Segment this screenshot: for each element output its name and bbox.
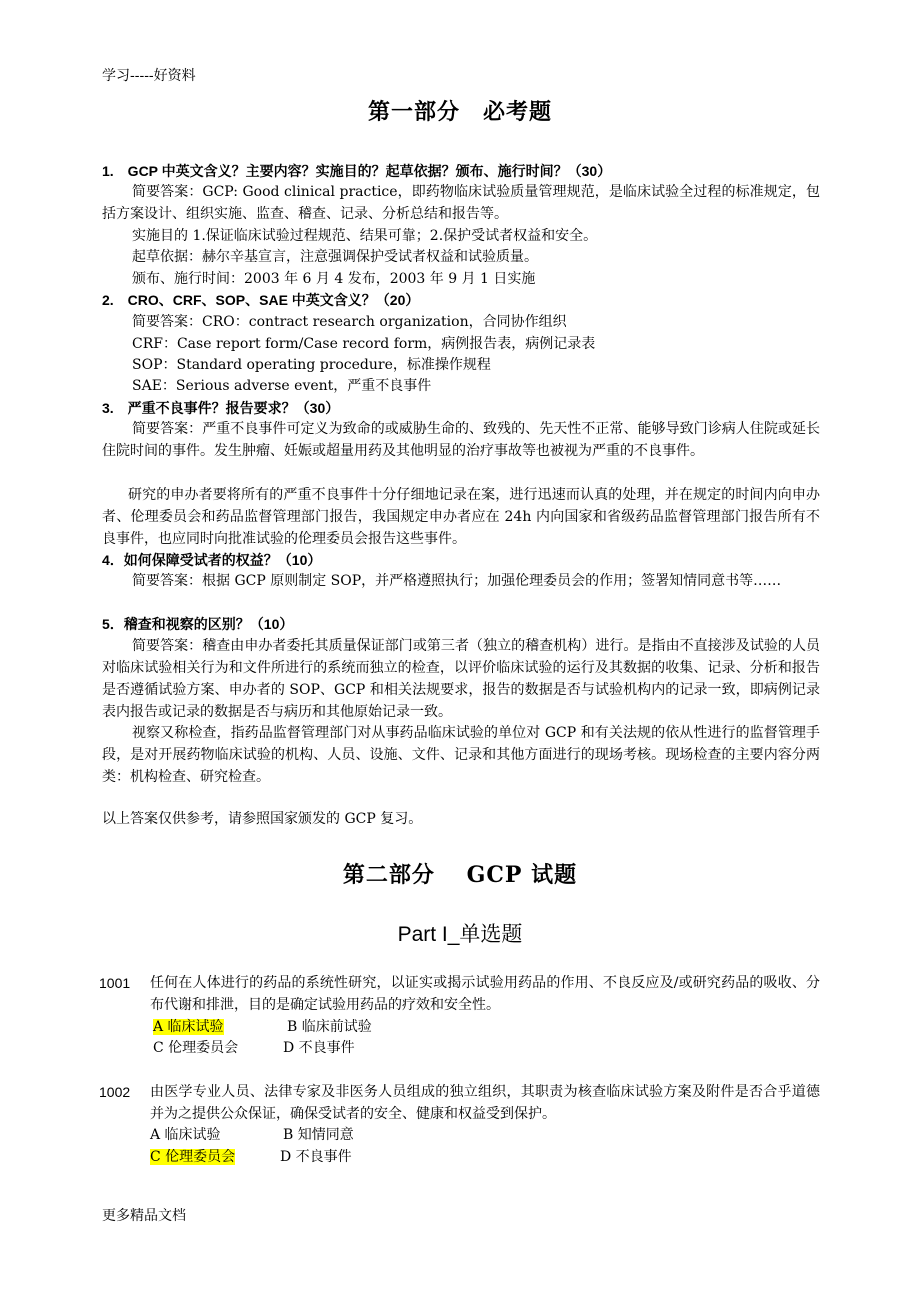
question-1-title: 1. GCP 中英文含义？主要内容？实施目的？起草依据？颁布、施行时间？（30） <box>102 163 612 179</box>
answer-note: 以上答案仅供参考，请参照国家颁发的 GCP 复习。 <box>102 811 423 827</box>
question-3-answer: 简要答案：严重不良事件可定义为致命的或威胁生命的、致残的、先天性不正常、能够导致门诊病人住院或延长住院时间的事件。发生肿瘤、妊娠或超量用药及其他明显的治疗事故等也被视为严重的不良事件。 <box>102 421 820 459</box>
question-number: 1002 <box>99 1084 131 1100</box>
question-2-sop: SOP：Standard operating procedure，标准操作规程 <box>132 357 491 373</box>
option-d: D 不良事件 <box>283 1040 355 1056</box>
page-header: 学习-----好资料 <box>102 68 196 84</box>
part1-title: 第一部分 必考题 <box>367 99 552 125</box>
part2-subtitle: Part I_单选题 <box>397 923 523 946</box>
question-4-title: 4．如何保障受试者的权益？（10） <box>102 552 322 568</box>
question-5-title: 5．稽查和视察的区别？（10） <box>102 616 294 632</box>
option-a <box>153 1016 224 1038</box>
part2-title: 第二部分 GCP 试题 <box>342 862 578 888</box>
question-3-report: 研究的申办者要将所有的严重不良事件十分仔细地记录在案，进行迅速而认真的处理，并在规定的时间内向申办者、伦理委员会和药品监督管理部门报告，我国规定申办者应在 24h 内向国家和省级药品监督管理部门报告所有不良事件，也应同时向批准试验的伦理委员会报告这些事件。 <box>102 487 820 547</box>
option-b: B 临床前试验 <box>287 1019 372 1035</box>
question-stem: 由医学专业人员、法律专家及非医务人员组成的独立组织，其职责为核查临床试验方案及附件是否合乎道德并为之提供公众保证，确保受试者的安全、健康和权益受到保护。 <box>150 1084 820 1122</box>
question-2-sae: SAE：Serious adverse event，严重不良事件 <box>132 378 432 394</box>
question-2-crf: CRF：Case report form/Case record form，病例报告表，病例记录表 <box>132 336 596 352</box>
question-1-purpose: 实施目的 1.保证临床试验过程规范、结果可靠；2.保护受试者权益和安全。 <box>132 228 598 244</box>
question-stem: 任何在人体进行的药品的系统性研究，以证实或揭示试验用药品的作用、不良反应及/或研究药品的吸收、分布代谢和排泄，目的是确定试验用药品的疗效和安全性。 <box>150 975 820 1013</box>
question-1-dates: 颁布、施行时间：2003 年 6 月 4 发布，2003 年 9 月 1 日实施 <box>132 271 536 287</box>
question-2-title: 2. CRO、CRF、SOP、SAE 中英文含义？（20） <box>102 292 420 308</box>
question-3-title: 3. 严重不良事件？报告要求？（30） <box>102 400 340 416</box>
question-1-answer: 简要答案：GCP: Good clinical practice，即药物临床试验质量管理规范，是临床试验全过程的标准规定，包括方案设计、组织实施、监查、稽查、记录、分析总结和报告等。 <box>102 184 820 222</box>
question-5-inspect: 视察又称检查，指药品监督管理部门对从事药品临床试验的单位对 GCP 和有关法规的依从性进行的监督管理手段，是对开展药物临床试验的机构、人员、设施、文件、记录和其他方面进行的现场考核。现场检查的主要内容分两类：机构检查、研究检查。 <box>102 725 820 785</box>
option-c <box>150 1146 235 1168</box>
question-4-answer: 简要答案：根据 GCP 原则制定 SOP，并严格遵照执行；加强伦理委员会的作用；签署知情同意书等…… <box>132 573 782 589</box>
page-footer: 更多精品文档 <box>102 1208 186 1224</box>
question-1-basis: 起草依据：赫尔辛基宣言，注意强调保护受试者权益和试验质量。 <box>132 249 538 265</box>
answer-highlight: C 伦理委员会 <box>150 1149 236 1165</box>
option-a: A 临床试验 <box>150 1127 221 1143</box>
question-2-cro: 简要答案：CRO：contract research organization，合同协作组织 <box>132 314 567 330</box>
option-c: C 伦理委员会 <box>153 1040 239 1056</box>
option-b: B 知情同意 <box>283 1127 354 1143</box>
question-5-answer: 简要答案：稽查由申办者委托其质量保证部门或第三者（独立的稽查机构）进行。是指由不直接涉及试验的人员对临床试验相关行为和文件所进行的系统而独立的检查，以评价临床试验的运行及其数据的收集、记录、分析和报告是否遵循试验方案、申办者的 SOP、GCP 和相关法规要求，报告的数据是否与试验机构内的记录一致，即病例记录表内报告或记录的数据是否与病历和其他原始记录一致。 <box>102 638 820 720</box>
option-d: D 不良事件 <box>280 1149 352 1165</box>
answer-highlight: A 临床试验 <box>153 1019 224 1035</box>
question-number: 1001 <box>99 975 131 991</box>
